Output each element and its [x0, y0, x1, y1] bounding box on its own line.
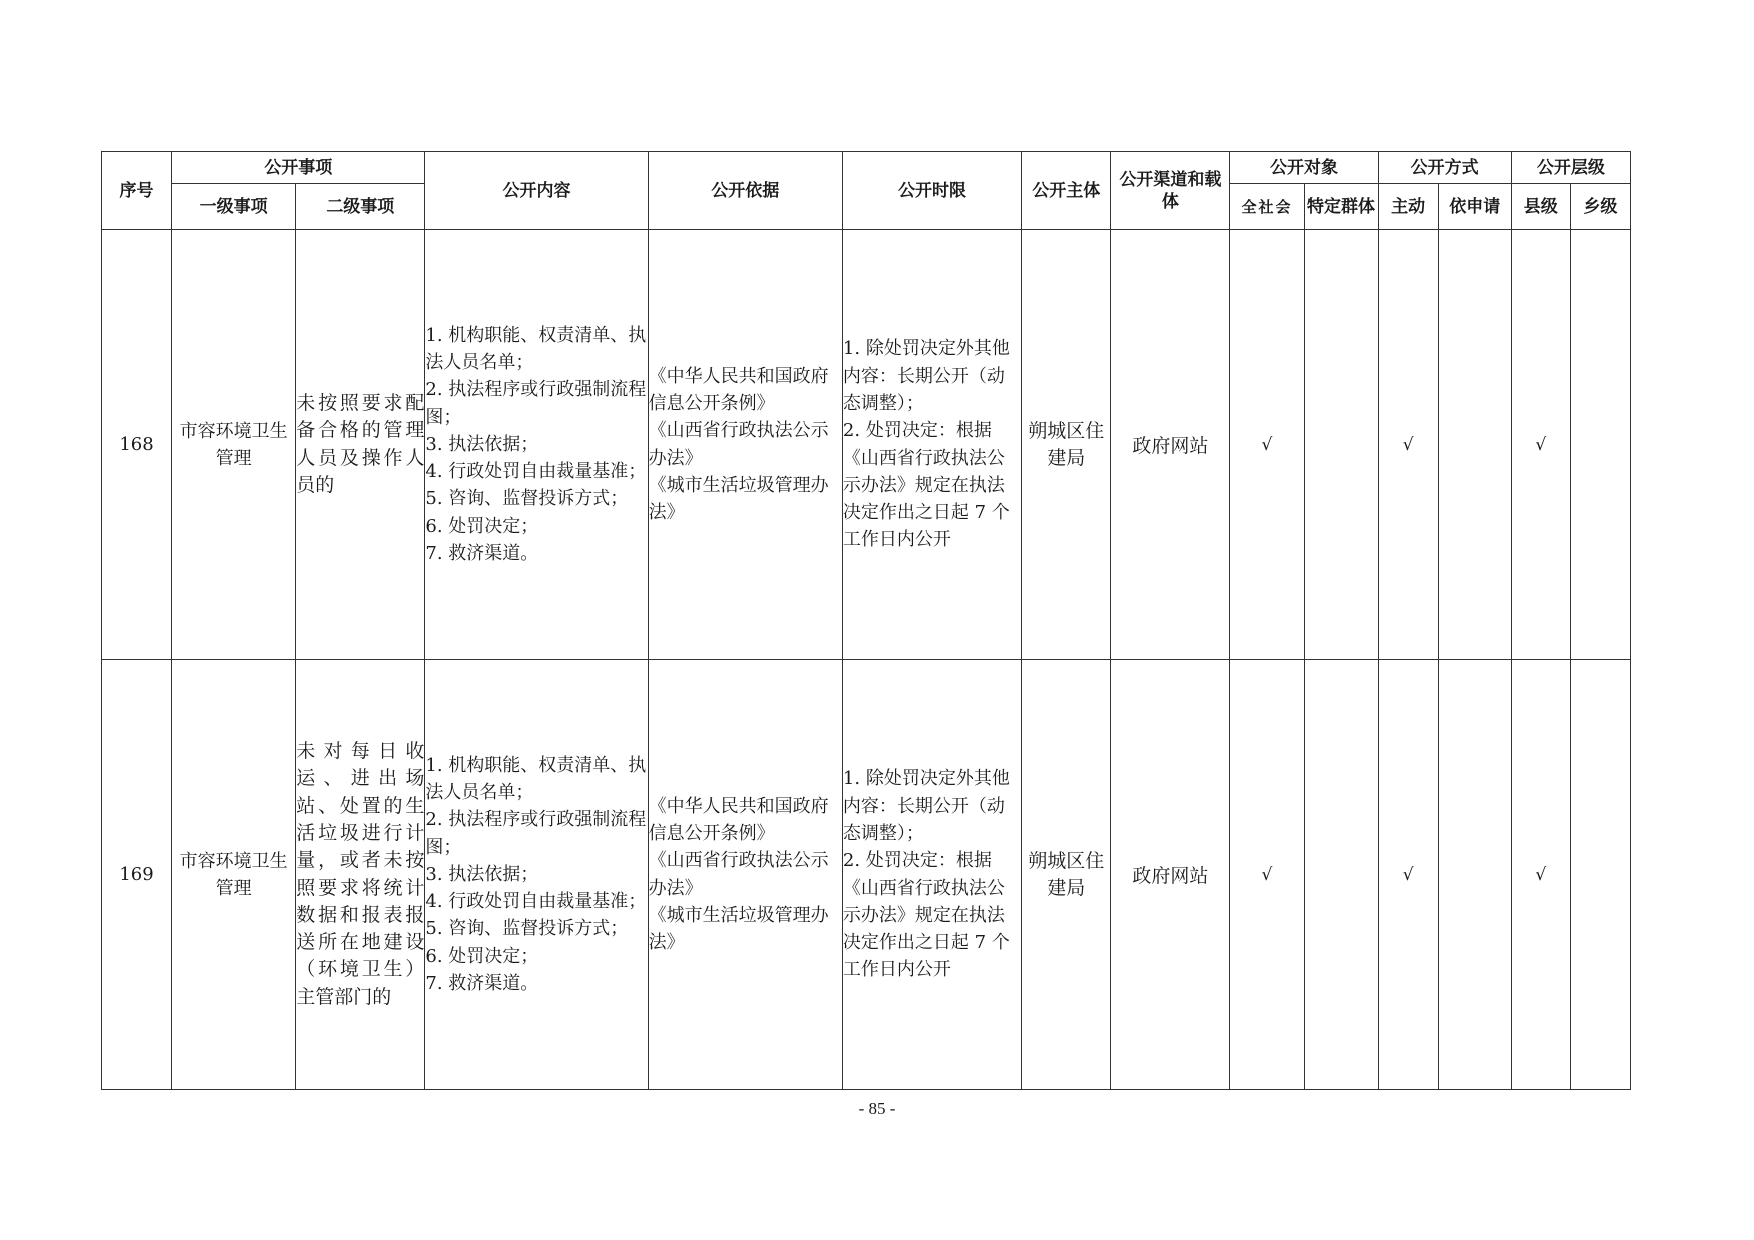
- row-channel: 政府网站: [1111, 230, 1230, 660]
- header-item-level2: 二级事项: [296, 184, 425, 230]
- row-target-all-check: √: [1230, 660, 1304, 1090]
- row-subject: 朔城区住建局: [1022, 230, 1111, 660]
- header-time-limit: 公开时限: [842, 152, 1021, 230]
- basis-line: 《中华人民共和国政府信息公开条例》: [648, 795, 829, 844]
- row-level-township-check: [1570, 660, 1630, 1090]
- header-content: 公开内容: [425, 152, 648, 230]
- header-item-level1: 一级事项: [172, 184, 296, 230]
- header-target-all: 全社会: [1230, 184, 1304, 230]
- header-seq: 序号: [102, 152, 172, 230]
- row-basis: [648, 230, 842, 660]
- row-level-township-check: [1570, 230, 1630, 660]
- header-target-group: 公开对象: [1230, 152, 1378, 184]
- time-limit-line: 2. 处罚决定：根据《山西省行政执法公示办法》规定在执法决定作出之日起 7 个工作日内公开: [842, 850, 1010, 981]
- basis-line: 《城市生活垃圾管理办法》: [648, 474, 829, 524]
- header-level-township: 乡级: [1570, 184, 1630, 230]
- row-basis: [648, 660, 842, 1090]
- basis-line: 《城市生活垃圾管理办法》: [648, 904, 829, 954]
- header-level-county: 县级: [1511, 184, 1570, 230]
- row-content: [425, 230, 648, 660]
- header-mode-group: 公开方式: [1378, 152, 1511, 184]
- row-level-county-check: √: [1511, 230, 1570, 660]
- row-mode-active-check: √: [1378, 230, 1438, 660]
- content-line: 6. 处罚决定；: [425, 945, 539, 967]
- row-channel: 政府网站: [1111, 660, 1230, 1090]
- row-item-level2-text: 未按照要求配备合格的管理人员及操作人员的: [296, 391, 425, 496]
- content-line: 5. 咨询、监督投诉方式；: [425, 488, 629, 510]
- row-level-county-check: √: [1511, 660, 1570, 1090]
- time-limit-line: 1. 除处罚决定外其他内容：长期公开（动态调整）；: [842, 768, 1010, 844]
- table-header: [102, 152, 1631, 230]
- content-line: 3. 执法依据；: [425, 863, 539, 885]
- row-mode-request-check: [1438, 230, 1511, 660]
- content-line: 2. 执法程序或行政强制流程图；: [425, 379, 647, 428]
- header-target-specific: 特定群体: [1304, 184, 1378, 230]
- content-line: 2. 执法程序或行政强制流程图；: [425, 809, 647, 858]
- header-channel: 公开渠道和载体: [1111, 152, 1230, 230]
- row-seq: 169: [102, 660, 172, 1090]
- header-mode-request: 依申请: [1438, 184, 1511, 230]
- row-content: [425, 660, 648, 1090]
- header-basis: 公开依据: [648, 152, 842, 230]
- disclosure-table: [101, 151, 1631, 1090]
- table-row: [102, 230, 1631, 660]
- time-limit-line: 2. 处罚决定：根据《山西省行政执法公示办法》规定在执法决定作出之日起 7 个工作日内公开: [842, 420, 1010, 551]
- basis-line: 《中华人民共和国政府信息公开条例》: [648, 365, 829, 414]
- content-line: 7. 救济渠道。: [425, 543, 539, 565]
- row-item-level2-text: 未对每日收运、进出场站、处置的生活垃圾进行计量，或者未按照要求将统计数据和报表报送所在地建设（环境卫生）主管部门的: [296, 740, 425, 1008]
- row-item-level2: [296, 660, 425, 1090]
- row-item-level1: 市容环境卫生管理: [172, 230, 296, 660]
- row-target-specific-check: [1304, 660, 1378, 1090]
- row-item-level2: [296, 230, 425, 660]
- row-mode-request-check: [1438, 660, 1511, 1090]
- row-subject: 朔城区住建局: [1022, 660, 1111, 1090]
- row-time-limit: [842, 230, 1021, 660]
- content-line: 4. 行政处罚自由裁量基准；: [425, 891, 647, 913]
- header-level-group: 公开层级: [1511, 152, 1630, 184]
- content-line: 7. 救济渠道。: [425, 973, 539, 995]
- basis-line: 《山西省行政执法公示办法》: [648, 420, 829, 469]
- header-subject: 公开主体: [1022, 152, 1111, 230]
- content-line: 6. 处罚决定；: [425, 515, 539, 537]
- header-item-group: 公开事项: [172, 152, 425, 184]
- row-time-limit: [842, 660, 1021, 1090]
- basis-line: 《山西省行政执法公示办法》: [648, 850, 829, 899]
- content-line: 3. 执法依据；: [425, 433, 539, 455]
- row-mode-active-check: √: [1378, 660, 1438, 1090]
- row-seq: 168: [102, 230, 172, 660]
- row-item-level1: 市容环境卫生管理: [172, 660, 296, 1090]
- table-row: [102, 660, 1631, 1090]
- time-limit-line: 1. 除处罚决定外其他内容：长期公开（动态调整）；: [842, 338, 1010, 414]
- content-line: 5. 咨询、监督投诉方式；: [425, 918, 629, 940]
- content-line: 4. 行政处罚自由裁量基准；: [425, 461, 647, 483]
- content-line: 1. 机构职能、权责清单、执法人员名单；: [425, 754, 647, 803]
- row-target-specific-check: [1304, 230, 1378, 660]
- content-line: 1. 机构职能、权责清单、执法人员名单；: [425, 324, 647, 373]
- header-mode-active: 主动: [1378, 184, 1438, 230]
- row-target-all-check: √: [1230, 230, 1304, 660]
- page-number: - 85 -: [858, 1099, 896, 1118]
